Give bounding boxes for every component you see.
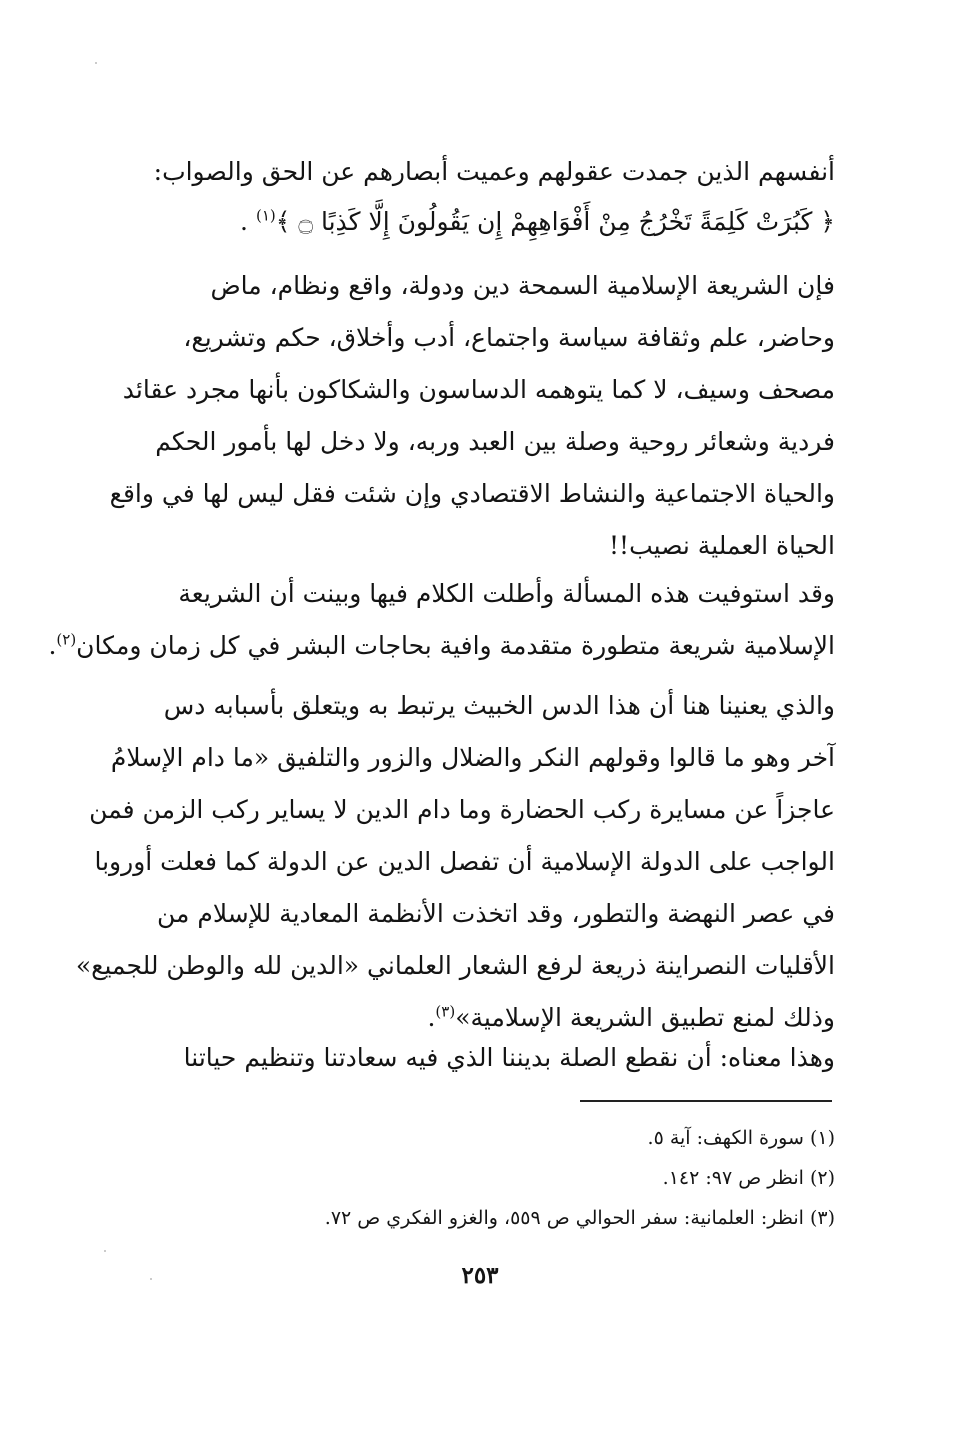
text-line: أنفسهم الذين جمدت عقولهم وعميت أبصارهم عن الحق والصواب:	[153, 157, 835, 186]
paragraph-2	[100, 260, 835, 572]
page-number: ٢٥٣	[461, 1262, 499, 1289]
paragraph-3	[48, 568, 835, 672]
text-line: الواجب على الدولة الإسلامية أن تفصل الدين عن الدولة كما فعلت أوروبا	[94, 847, 835, 876]
footnote-2: (٢) انظر ص ٩٧: ١٤٢.	[662, 1167, 835, 1189]
paragraph-5	[100, 1032, 835, 1084]
footnote-1: (١) سورة الكهف: آية ٥.	[647, 1127, 835, 1149]
text-line: فإن الشريعة الإسلامية السمحة دين ودولة، واقع ونظام، ماض	[210, 271, 835, 300]
paragraph-1	[100, 146, 835, 246]
line-end: .	[427, 1003, 436, 1032]
footnote-divider	[580, 1100, 832, 1102]
text-line	[48, 620, 835, 672]
footnote-ref-2: (٢)	[56, 630, 77, 649]
footnotes	[150, 1118, 835, 1238]
text-line: مصحف وسيف، لا كما يتوهمه الدساسون والشكاكون بأنها مجرد عقائد	[122, 375, 835, 404]
text-line: الأقليات النصراينة ذريعة لرفع الشعار العلماني «الدين لله والوطن للجميع»	[75, 951, 835, 980]
text-line: الحياة العملية نصيب!!	[609, 531, 835, 560]
scan-speck	[95, 62, 97, 64]
text-line: وحاضر، علم وثقافة سياسة واجتماع، أدب وأخلاق، حكم وتشريع،	[183, 323, 835, 352]
paragraph-4	[75, 680, 835, 1044]
text-line: والذي يعنينا هنا أن هذا الدس الخبيث يرتبط به ويتعلق بأسبابه دس	[163, 691, 835, 720]
quran-verse	[100, 198, 835, 246]
text-line: والحياة الاجتماعية والنشاط الاقتصادي وإن شئت فقل ليس لها في واقع	[109, 479, 835, 508]
text-line: فردية وشعائر روحية وصلة بين العبد وربه، ولا دخل لها بأمور الحكم	[155, 427, 835, 456]
verse-end: .	[240, 207, 256, 236]
scan-speck	[104, 1250, 106, 1252]
line-text: وذلك لمنع تطبيق الشريعة الإسلامية»	[455, 1003, 835, 1032]
footnote-3: (٣) انظر: العلمانية: سفر الحوالي ص ٥٥٩، والغزو الفكري ص ٧٢.	[324, 1207, 835, 1229]
text-line: وهذا معناه: أن نقطع الصلة بديننا الذي فيه سعادتنا وتنظيم حياتنا	[183, 1043, 835, 1072]
text-line: وقد استوفيت هذه المسألة وأطلت الكلام فيها وبينت أن الشريعة	[178, 579, 835, 608]
verse-text: ﴿ كَبُرَتْ كَلِمَةً تَخْرُجُ مِنْ أَفْوَاهِهِمْ إِن يَقُولُونَ إِلَّا كَذِبًا ۝ ﴾	[275, 207, 835, 236]
footnote-ref-3: (٣)	[435, 1002, 456, 1021]
line-end: .	[48, 631, 57, 660]
scan-speck	[150, 1278, 152, 1280]
text-line: في عصر النهضة والتطور، وقد اتخذت الأنظمة المعادية للإسلام من	[156, 899, 835, 928]
text-line: عاجزاً عن مسايرة ركب الحضارة وما دام الدين لا يساير ركب الزمن فمن	[89, 795, 835, 824]
footnote-ref-1: (١)	[255, 206, 276, 225]
line-text: الإسلامية شريعة متطورة متقدمة وافية بحاجات البشر في كل زمان ومكان	[76, 631, 835, 660]
text-line: آخر وهو ما قالوا وقولهم النكر والضلال والزور والتلفيق «ما دام الإسلامُ	[110, 743, 835, 772]
